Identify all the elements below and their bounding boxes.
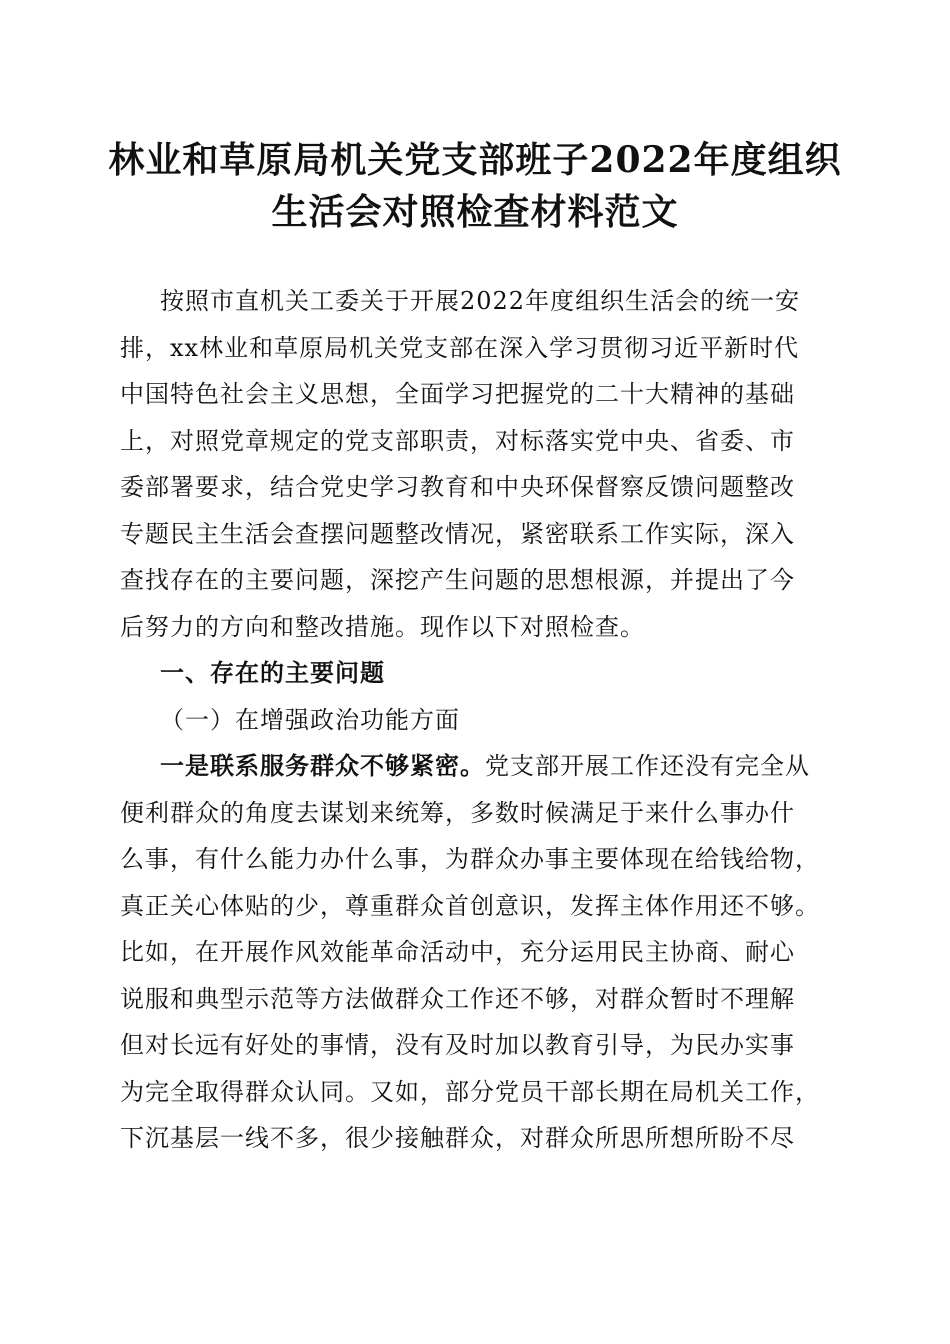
paragraph-line: 下沉基层一线不多，很少接触群众，对群众所思所想所盼不尽	[120, 1124, 795, 1152]
section-heading: 一、存在的主要问题	[160, 659, 385, 687]
intro-line: 专题民主生活会查摆问题整改情况，紧密联系工作实际，深入	[120, 519, 795, 548]
intro-line: 排，xx林业和草原局机关党支部在深入学习贯彻习近平新时代	[120, 333, 800, 362]
title-line-2: 生活会对照检查材料范文	[271, 191, 679, 233]
intro-line: 后努力的方向和整改措施。现作以下对照检查。	[120, 612, 645, 641]
document-title	[100, 134, 850, 238]
intro-line: 委部署要求，结合党史学习教育和中央环保督察反馈问题整改	[120, 473, 795, 501]
intro-line: 中国特色社会主义思想，全面学习把握党的二十大精神的基础	[120, 380, 795, 408]
paragraph-line: 说服和典型示范等方法做群众工作还不够，对群众暂时不理解	[120, 984, 795, 1013]
title-line-1: 林业和草原局机关党支部班子2022年度组织	[108, 139, 842, 181]
paragraph-line: 便利群众的角度去谋划来统筹，多数时候满足于来什么事办什	[120, 798, 795, 827]
paragraph-line: 么事，有什么能力办什么事，为群众办事主要体现在给钱给物，	[120, 845, 820, 873]
document-body	[120, 278, 832, 1162]
paragraph-line: 比如，在开展作风效能革命活动中，充分运用民主协商、耐心	[120, 938, 795, 966]
paragraph-lead: 一是联系服务群众不够紧密。	[160, 751, 485, 780]
paragraph-line: 但对长远有好处的事情，没有及时加以教育引导，为民办实事	[120, 1031, 795, 1059]
paragraph-line: 真正关心体贴的少，尊重群众首创意识，发挥主体作用还不够。	[120, 891, 820, 920]
intro-line: 上，对照党章规定的党支部职责，对标落实党中央、省委、市	[120, 426, 795, 455]
paragraph-line: 为完全取得群众认同。又如，部分党员干部长期在局机关工作，	[120, 1077, 820, 1106]
intro-line: 查找存在的主要问题，深挖产生问题的思想根源，并提出了今	[120, 566, 795, 594]
paragraph-text: 党支部开展工作还没有完全从	[485, 752, 810, 780]
subsection-heading: （一）在增强政治功能方面	[160, 705, 460, 734]
paragraph-first-line	[120, 743, 832, 790]
intro-line: 按照市直机关工委关于开展2022年度组织生活会的统一安	[160, 287, 801, 315]
